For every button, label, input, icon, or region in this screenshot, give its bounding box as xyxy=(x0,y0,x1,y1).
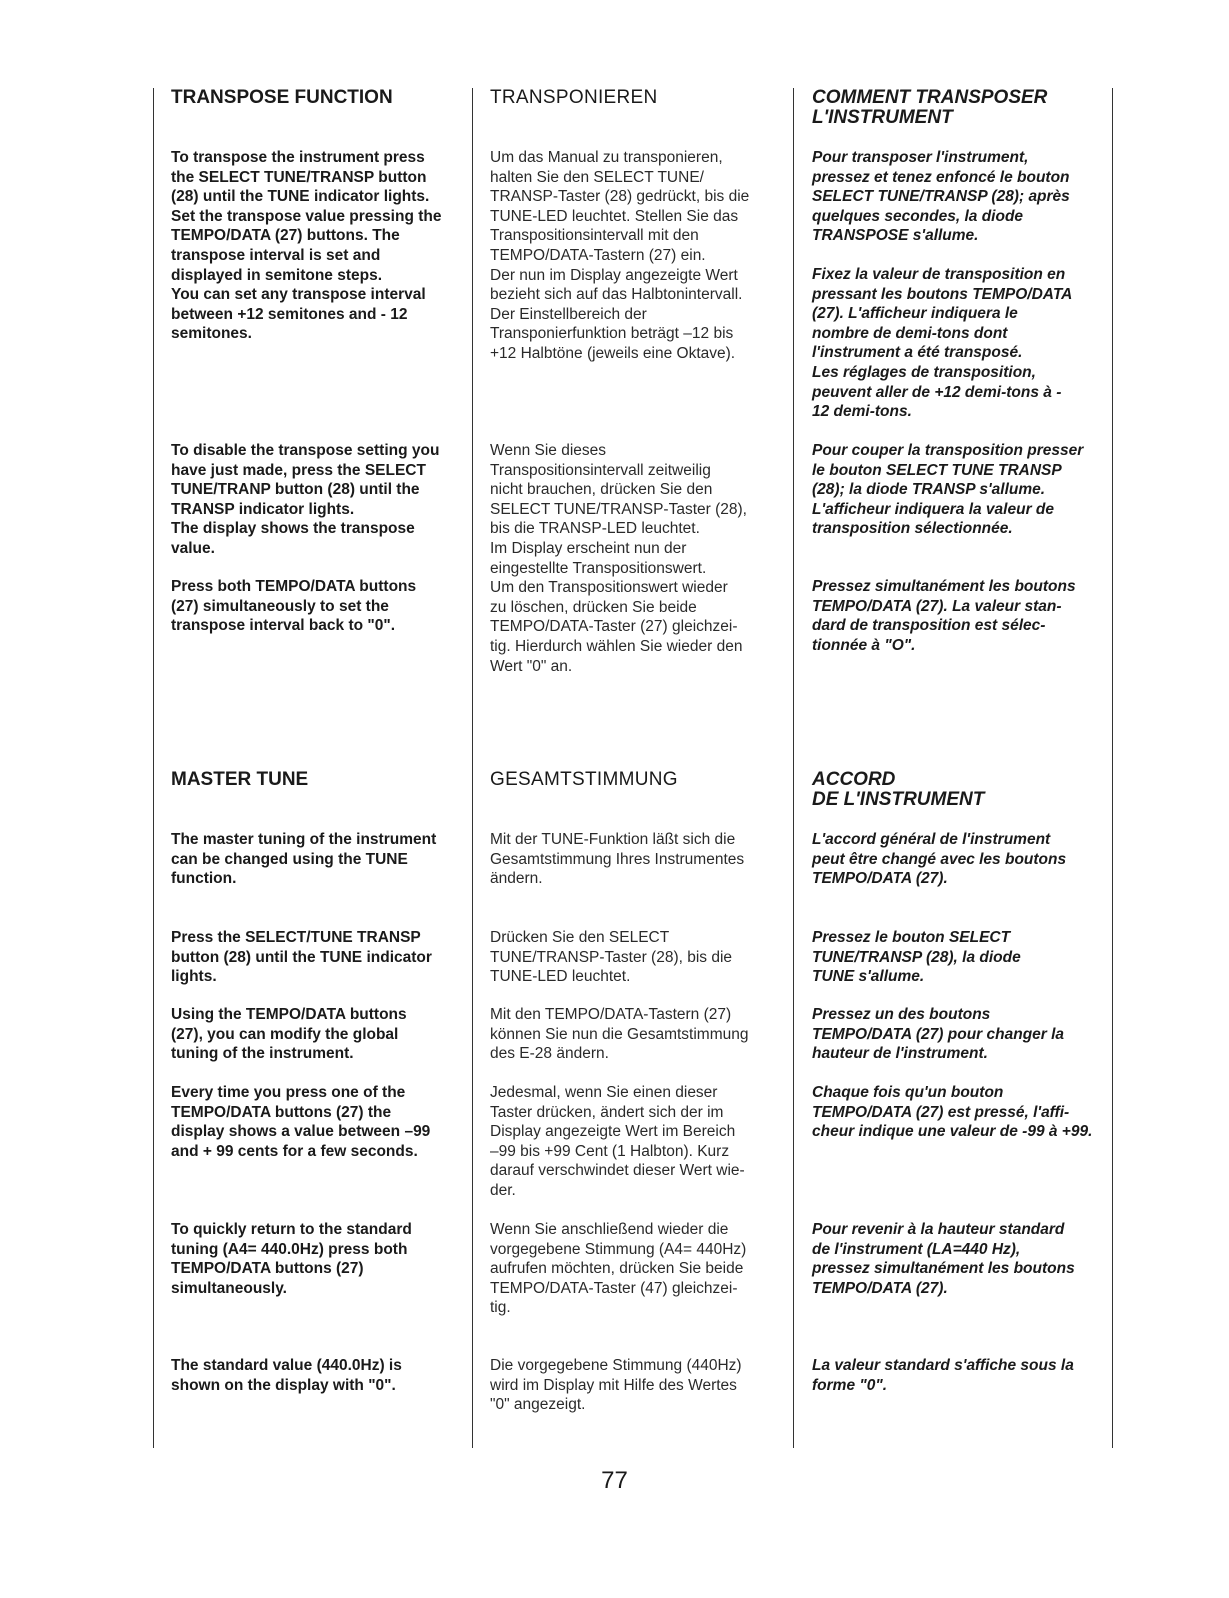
german-transpose-paragraph-2: Wenn Sie dieses Transpositionsintervall zeitweilig nicht brauchen, drücken Sie den SELECT TUNE/TRANSP-Taster (28), bis die TRANSP-LED leuchtet. Im Display erscheint nun der eingestellte Transpositionswert. Um den Transpositionswert wieder zu löschen, drücken Sie beide TEMPO/DATA-Taster (27) gleichzei- tig. Hierdurch wählen Sie wieder den Wert "0" an. xyxy=(490,442,747,675)
english-transpose-paragraph-2: To disable the transpose setting you have just made, press the SELECT TUNE/TRANP button (28) until the TRANSP indicator lights. The display shows the transpose value. xyxy=(171,442,440,557)
french-master-paragraph-6: La valeur standard s'affiche sous la forme "0". xyxy=(812,1357,1074,1394)
french-transpose-paragraph-1: Pour transposer l'instrument, pressez et tenez enfoncé le bouton SELECT TUNE/TRANSP (28); après quelques secondes, la diode TRANSPOSE s'allume. xyxy=(812,149,1070,245)
german-master-paragraph-6: Die vorgegebene Stimmung (440Hz) wird im Display mit Hilfe des Wertes "0" angezeigt. xyxy=(490,1357,742,1414)
french-transpose-paragraph-2: Fixez la valeur de transposition en pressant les boutons TEMPO/DATA (27). L'afficheur indiquera le nombre de demi-tons dont l'instrument a été transposé. Les réglages de transposition, peuvent aller de +12 demi-tons à - 12 demi-tons. xyxy=(812,266,1073,421)
english-column xyxy=(171,0,461,1598)
french-master-paragraph-4: Chaque fois qu'un bouton TEMPO/DATA (27) est pressé, l'affi- cheur indique une valeur de -99 à +99. xyxy=(812,1084,1093,1141)
german-master-paragraph-3: Mit den TEMPO/DATA-Tastern (27) können Sie nun die Gesamtstimmung des E-28 ändern. xyxy=(490,1006,749,1063)
german-column xyxy=(490,0,785,1598)
english-master-paragraph-6: The standard value (440.0Hz) is shown on the display with "0". xyxy=(171,1357,402,1394)
french-transpose-paragraph-4: Pressez simultanément les boutons TEMPO/DATA (27). La valeur stan- dard de transposition est sélec- tionnée à "O". xyxy=(812,578,1076,654)
german-master-paragraph-4: Jedesmal, wenn Sie einen dieser Taster drücken, ändert sich der im Display angezeigte Wert im Bereich –99 bis +99 Cent (1 Halbton). Kurz darauf verschwindet dieser Wert wie- der. xyxy=(490,1084,745,1199)
column-rule-mid-right xyxy=(793,88,794,1448)
german-master-tune-heading: GESAMTSTIMMUNG xyxy=(490,769,678,790)
french-master-paragraph-5: Pour revenir à la hauteur standard de l'instrument (LA=440 Hz), pressez simultanément les boutons TEMPO/DATA (27). xyxy=(812,1221,1075,1297)
column-rule-right xyxy=(1112,88,1113,1448)
german-transpose-heading: TRANSPONIEREN xyxy=(490,87,658,108)
english-master-paragraph-3: Using the TEMPO/DATA buttons (27), you can modify the global tuning of the instrument. xyxy=(171,1006,407,1063)
english-transpose-heading: TRANSPOSE FUNCTION xyxy=(171,87,393,108)
german-master-paragraph-5: Wenn Sie anschließend wieder die vorgegebene Stimmung (A4= 440Hz) aufrufen möchten, drücken Sie beide TEMPO/DATA-Taster (47) gleichzei- tig. xyxy=(490,1221,747,1317)
english-master-paragraph-1: The master tuning of the instrument can be changed using the TUNE function. xyxy=(171,831,437,888)
page-number: 77 xyxy=(601,1467,628,1494)
english-master-tune-heading: MASTER TUNE xyxy=(171,769,309,790)
french-master-paragraph-2: Pressez le bouton SELECT TUNE/TRANSP (28), la diode TUNE s'allume. xyxy=(812,929,1021,986)
german-master-paragraph-2: Drücken Sie den SELECT TUNE/TRANSP-Taster (28), bis die TUNE-LED leuchtet. xyxy=(490,929,733,986)
french-master-paragraph-3: Pressez un des boutons TEMPO/DATA (27) pour changer la hauteur de l'instrument. xyxy=(812,1006,1065,1063)
column-rule-left xyxy=(153,88,154,1448)
english-transpose-paragraph-1: To transpose the instrument press the SELECT TUNE/TRANSP button (28) until the TUNE indicator lights. Set the transpose value pressing the TEMPO/DATA (27) buttons. The transpose interval is set and displayed in semitone steps. You can set any transpose interval between +12 semitones and - 12 semitones. xyxy=(171,149,442,343)
german-transpose-paragraph-1: Um das Manual zu transponieren, halten Sie den SELECT TUNE/ TRANSP-Taster (28) gedrückt, bis die TUNE-LED leuchtet. Stellen Sie das Transpositionsintervall mit den TEMPO/DATA-Tastern (27) ein. Der nun im Display angezeigte Wert bezieht sich auf das Halbtonintervall. Der Einstellbereich der Transponierfunktion beträgt –12 bis +12 Halbtöne (jeweils eine Oktave). xyxy=(490,149,750,362)
french-transpose-paragraph-3: Pour couper la transposition presser le bouton SELECT TUNE TRANSP (28); la diode TRANSP s'allume. L'afficheur indiquera la valeur de transposition sélectionnée. xyxy=(812,442,1084,538)
french-transpose-heading: COMMENT TRANSPOSER L'INSTRUMENT xyxy=(812,87,1048,128)
english-master-paragraph-5: To quickly return to the standard tuning (A4= 440.0Hz) press both TEMPO/DATA buttons (27) simultaneously. xyxy=(171,1221,412,1297)
french-master-tune-heading: ACCORD DE L'INSTRUMENT xyxy=(812,769,985,810)
column-rule-mid-left xyxy=(472,88,473,1448)
english-master-paragraph-4: Every time you press one of the TEMPO/DATA buttons (27) the display shows a value between –99 and + 99 cents for a few seconds. xyxy=(171,1084,431,1160)
english-transpose-paragraph-3: Press both TEMPO/DATA buttons (27) simultaneously to set the transpose interval back to "0". xyxy=(171,578,417,635)
french-column xyxy=(812,0,1104,1598)
english-master-paragraph-2: Press the SELECT/TUNE TRANSP button (28) until the TUNE indicator lights. xyxy=(171,929,432,986)
french-master-paragraph-1: L'accord général de l'instrument peut être changé avec les boutons TEMPO/DATA (27). xyxy=(812,831,1067,888)
german-master-paragraph-1: Mit der TUNE-Funktion läßt sich die Gesamtstimmung Ihres Instrumentes ändern. xyxy=(490,831,745,888)
